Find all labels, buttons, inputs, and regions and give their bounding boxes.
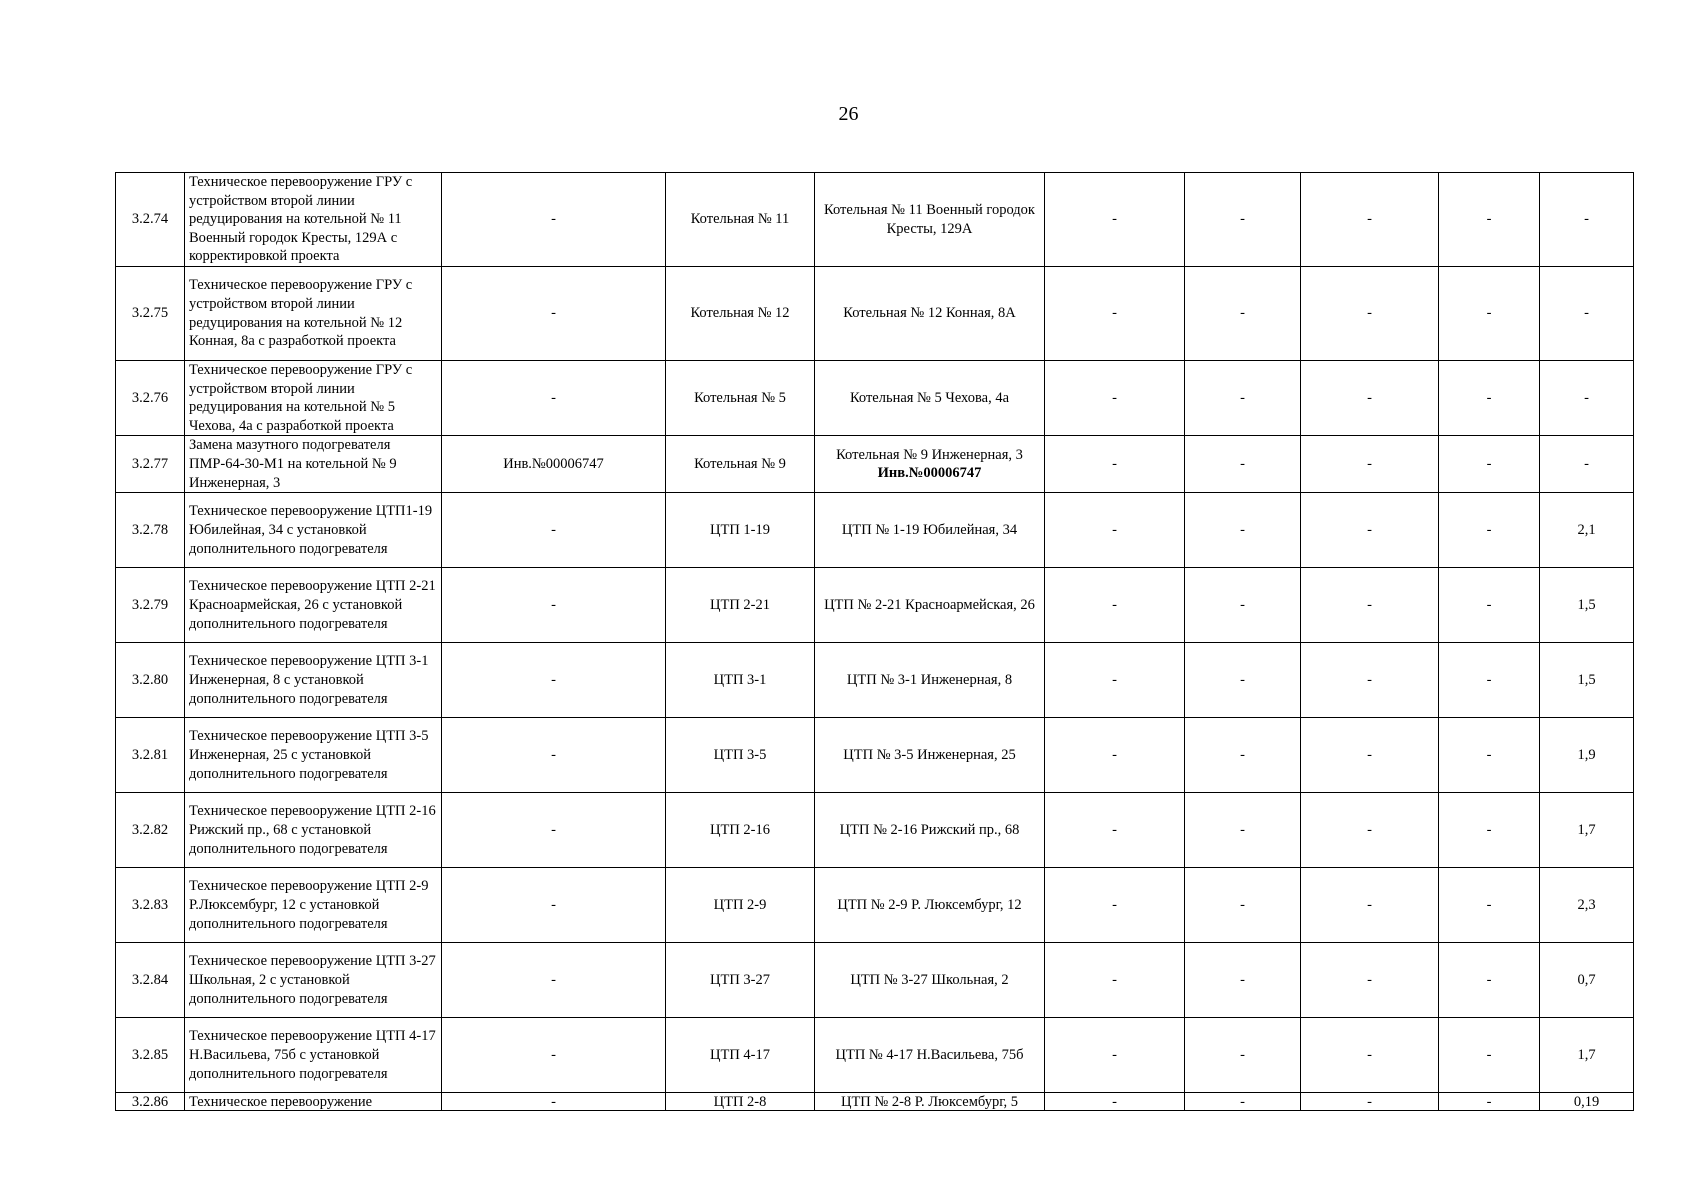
value-cell: - bbox=[1301, 1093, 1439, 1111]
value-cell: - bbox=[1439, 1018, 1540, 1093]
value-cell: 1,7 bbox=[1540, 793, 1634, 868]
value-cell: - bbox=[1301, 718, 1439, 793]
object-name: Котельная № 12 bbox=[666, 267, 815, 361]
address-text: ЦТП № 2-9 Р. Люксембург, 12 bbox=[837, 897, 1022, 914]
inventory-number: Инв.№00006747 bbox=[442, 436, 666, 493]
value-cell: - bbox=[1045, 943, 1185, 1018]
work-description: Техническое перевооружение ГРУ с устройством второй линии редуцирования на котельной № 5 Чехова, 4а с разработкой проекта bbox=[185, 361, 442, 436]
value-cell: - bbox=[1301, 361, 1439, 436]
value-cell: - bbox=[1185, 1018, 1301, 1093]
inventory-number: - bbox=[442, 1018, 666, 1093]
inventory-number: - bbox=[442, 868, 666, 943]
row-number: 3.2.82 bbox=[116, 793, 185, 868]
address-text: ЦТП № 2-16 Рижский пр., 68 bbox=[839, 822, 1020, 839]
object-address bbox=[815, 568, 1045, 643]
row-number: 3.2.79 bbox=[116, 568, 185, 643]
row-number: 3.2.76 bbox=[116, 361, 185, 436]
value-cell: - bbox=[1185, 436, 1301, 493]
value-cell: - bbox=[1045, 718, 1185, 793]
value-cell: - bbox=[1439, 793, 1540, 868]
table-row bbox=[116, 568, 1634, 643]
inventory-number: - bbox=[442, 793, 666, 868]
address-text: ЦТП № 3-5 Инженерная, 25 bbox=[843, 747, 1016, 764]
page-number: 26 bbox=[838, 103, 859, 125]
object-name: ЦТП 3-27 bbox=[666, 943, 815, 1018]
value-cell: - bbox=[1439, 943, 1540, 1018]
row-number: 3.2.80 bbox=[116, 643, 185, 718]
value-cell: - bbox=[1185, 267, 1301, 361]
value-cell: - bbox=[1185, 1093, 1301, 1111]
object-address bbox=[815, 493, 1045, 568]
object-name: ЦТП 3-1 bbox=[666, 643, 815, 718]
value-cell: - bbox=[1185, 173, 1301, 267]
work-description: Техническое перевооружение ГРУ с устройством второй линии редуцирования на котельной № 11 Военный городок Кресты, 129А с корректировкой проекта bbox=[185, 173, 442, 267]
value-cell: - bbox=[1439, 173, 1540, 267]
value-cell: - bbox=[1540, 361, 1634, 436]
table-row bbox=[116, 793, 1634, 868]
object-address bbox=[815, 1018, 1045, 1093]
object-address bbox=[815, 943, 1045, 1018]
value-cell: - bbox=[1439, 868, 1540, 943]
table-row bbox=[116, 493, 1634, 568]
inventory-number: - bbox=[442, 643, 666, 718]
address-text: Котельная № 9 Инженерная, 3 bbox=[836, 446, 1023, 463]
inventory-number: - bbox=[442, 943, 666, 1018]
row-number: 3.2.78 bbox=[116, 493, 185, 568]
value-cell: 1,5 bbox=[1540, 643, 1634, 718]
address-text: Котельная № 12 Конная, 8А bbox=[843, 305, 1016, 322]
value-cell: - bbox=[1045, 436, 1185, 493]
table-row bbox=[116, 943, 1634, 1018]
value-cell: 2,1 bbox=[1540, 493, 1634, 568]
work-description: Замена мазутного подогревателя ПМР-64-30-М1 на котельной № 9 Инженерная, 3 bbox=[185, 436, 442, 493]
object-address bbox=[815, 643, 1045, 718]
value-cell: - bbox=[1439, 267, 1540, 361]
value-cell: - bbox=[1301, 868, 1439, 943]
value-cell: 2,3 bbox=[1540, 868, 1634, 943]
table-row bbox=[116, 1018, 1634, 1093]
inventory-number: - bbox=[442, 267, 666, 361]
object-name: ЦТП 2-8 bbox=[666, 1093, 815, 1111]
value-cell: - bbox=[1439, 493, 1540, 568]
value-cell: - bbox=[1045, 793, 1185, 868]
inventory-number: - bbox=[442, 568, 666, 643]
object-address bbox=[815, 868, 1045, 943]
address-text: ЦТП № 3-27 Школьная, 2 bbox=[850, 972, 1009, 989]
table-row bbox=[116, 173, 1634, 267]
value-cell: - bbox=[1301, 943, 1439, 1018]
value-cell: - bbox=[1185, 361, 1301, 436]
table-row bbox=[116, 868, 1634, 943]
address-inventory-number: Инв.№00006747 bbox=[877, 465, 982, 482]
value-cell: - bbox=[1185, 943, 1301, 1018]
address-text: Котельная № 5 Чехова, 4а bbox=[849, 389, 1010, 406]
value-cell: - bbox=[1540, 436, 1634, 493]
value-cell: - bbox=[1185, 868, 1301, 943]
row-number: 3.2.83 bbox=[116, 868, 185, 943]
object-address bbox=[815, 793, 1045, 868]
address-text: ЦТП № 3-1 Инженерная, 8 bbox=[846, 672, 1013, 689]
inventory-number: - bbox=[442, 493, 666, 568]
value-cell: - bbox=[1439, 361, 1540, 436]
value-cell: 1,5 bbox=[1540, 568, 1634, 643]
work-description: Техническое перевооружение ЦТП 3-1 Инженерная, 8 с установкой дополнительного подогревателя bbox=[185, 643, 442, 718]
value-cell: - bbox=[1045, 643, 1185, 718]
value-cell: - bbox=[1185, 568, 1301, 643]
inventory-number: - bbox=[442, 361, 666, 436]
table-row bbox=[116, 436, 1634, 493]
value-cell: - bbox=[1185, 643, 1301, 718]
work-description: Техническое перевооружение ЦТП 3-27 Школьная, 2 с установкой дополнительного подогревателя bbox=[185, 943, 442, 1018]
value-cell: - bbox=[1185, 718, 1301, 793]
value-cell: - bbox=[1439, 436, 1540, 493]
value-cell: 0,7 bbox=[1540, 943, 1634, 1018]
address-text: Котельная № 11 Военный городок Кресты, 129А bbox=[824, 201, 1035, 237]
value-cell: - bbox=[1185, 493, 1301, 568]
value-cell: 0,19 bbox=[1540, 1093, 1634, 1111]
address-text: ЦТП № 1-19 Юбилейная, 34 bbox=[841, 522, 1018, 539]
work-description: Техническое перевооружение ГРУ с устройством второй линии редуцирования на котельной № 12 Конная, 8а с разработкой проекта bbox=[185, 267, 442, 361]
value-cell: - bbox=[1301, 436, 1439, 493]
inventory-number: - bbox=[442, 1093, 666, 1111]
value-cell: - bbox=[1301, 793, 1439, 868]
value-cell: - bbox=[1045, 868, 1185, 943]
object-name: Котельная № 11 bbox=[666, 173, 815, 267]
row-number: 3.2.81 bbox=[116, 718, 185, 793]
value-cell: - bbox=[1301, 1018, 1439, 1093]
row-number: 3.2.85 bbox=[116, 1018, 185, 1093]
table-row bbox=[116, 718, 1634, 793]
value-cell: 1,9 bbox=[1540, 718, 1634, 793]
value-cell: - bbox=[1045, 173, 1185, 267]
value-cell: 1,7 bbox=[1540, 1018, 1634, 1093]
value-cell: - bbox=[1301, 267, 1439, 361]
object-address bbox=[815, 718, 1045, 793]
object-name: Котельная № 9 bbox=[666, 436, 815, 493]
value-cell: - bbox=[1301, 493, 1439, 568]
object-address bbox=[815, 436, 1045, 493]
object-address bbox=[815, 173, 1045, 267]
work-description: Техническое перевооружение bbox=[185, 1093, 442, 1111]
table-row bbox=[116, 267, 1634, 361]
value-cell: - bbox=[1439, 718, 1540, 793]
object-address bbox=[815, 267, 1045, 361]
value-cell: - bbox=[1045, 1093, 1185, 1111]
work-description: Техническое перевооружение ЦТП 2-9 Р.Люксембург, 12 с установкой дополнительного подогревателя bbox=[185, 868, 442, 943]
work-description: Техническое перевооружение ЦТП 3-5 Инженерная, 25 с установкой дополнительного подогревателя bbox=[185, 718, 442, 793]
value-cell: - bbox=[1301, 173, 1439, 267]
inventory-number: - bbox=[442, 718, 666, 793]
work-description: Техническое перевооружение ЦТП1-19 Юбилейная, 34 с установкой дополнительного подогревателя bbox=[185, 493, 442, 568]
address-text: ЦТП № 2-8 Р. Люксембург, 5 bbox=[840, 1093, 1019, 1110]
object-address bbox=[815, 1093, 1045, 1111]
table-row bbox=[116, 361, 1634, 436]
object-address bbox=[815, 361, 1045, 436]
value-cell: - bbox=[1045, 1018, 1185, 1093]
object-name: ЦТП 4-17 bbox=[666, 1018, 815, 1093]
works-table bbox=[115, 172, 1634, 1111]
object-name: ЦТП 2-21 bbox=[666, 568, 815, 643]
work-description: Техническое перевооружение ЦТП 4-17 Н.Васильева, 75б с установкой дополнительного подогревателя bbox=[185, 1018, 442, 1093]
value-cell: - bbox=[1439, 568, 1540, 643]
table-row bbox=[116, 1093, 1634, 1111]
object-name: Котельная № 5 bbox=[666, 361, 815, 436]
work-description: Техническое перевооружение ЦТП 2-16 Рижский пр., 68 с установкой дополнительного подогревателя bbox=[185, 793, 442, 868]
address-text: ЦТП № 2-21 Красноармейская, 26 bbox=[824, 597, 1035, 614]
value-cell: - bbox=[1301, 568, 1439, 643]
object-name: ЦТП 2-16 bbox=[666, 793, 815, 868]
row-number: 3.2.86 bbox=[116, 1093, 185, 1111]
work-description: Техническое перевооружение ЦТП 2-21 Красноармейская, 26 с установкой дополнительного подогревателя bbox=[185, 568, 442, 643]
value-cell: - bbox=[1185, 793, 1301, 868]
row-number: 3.2.74 bbox=[116, 173, 185, 267]
value-cell: - bbox=[1439, 1093, 1540, 1111]
row-number: 3.2.75 bbox=[116, 267, 185, 361]
value-cell: - bbox=[1540, 173, 1634, 267]
address-text: ЦТП № 4-17 Н.Васильева, 75б bbox=[835, 1047, 1024, 1064]
value-cell: - bbox=[1301, 643, 1439, 718]
value-cell: - bbox=[1045, 361, 1185, 436]
table-row bbox=[116, 643, 1634, 718]
object-name: ЦТП 3-5 bbox=[666, 718, 815, 793]
value-cell: - bbox=[1045, 568, 1185, 643]
object-name: ЦТП 1-19 bbox=[666, 493, 815, 568]
value-cell: - bbox=[1045, 267, 1185, 361]
row-number: 3.2.77 bbox=[116, 436, 185, 493]
value-cell: - bbox=[1439, 643, 1540, 718]
value-cell: - bbox=[1045, 493, 1185, 568]
object-name: ЦТП 2-9 bbox=[666, 868, 815, 943]
inventory-number: - bbox=[442, 173, 666, 267]
value-cell: - bbox=[1540, 267, 1634, 361]
row-number: 3.2.84 bbox=[116, 943, 185, 1018]
